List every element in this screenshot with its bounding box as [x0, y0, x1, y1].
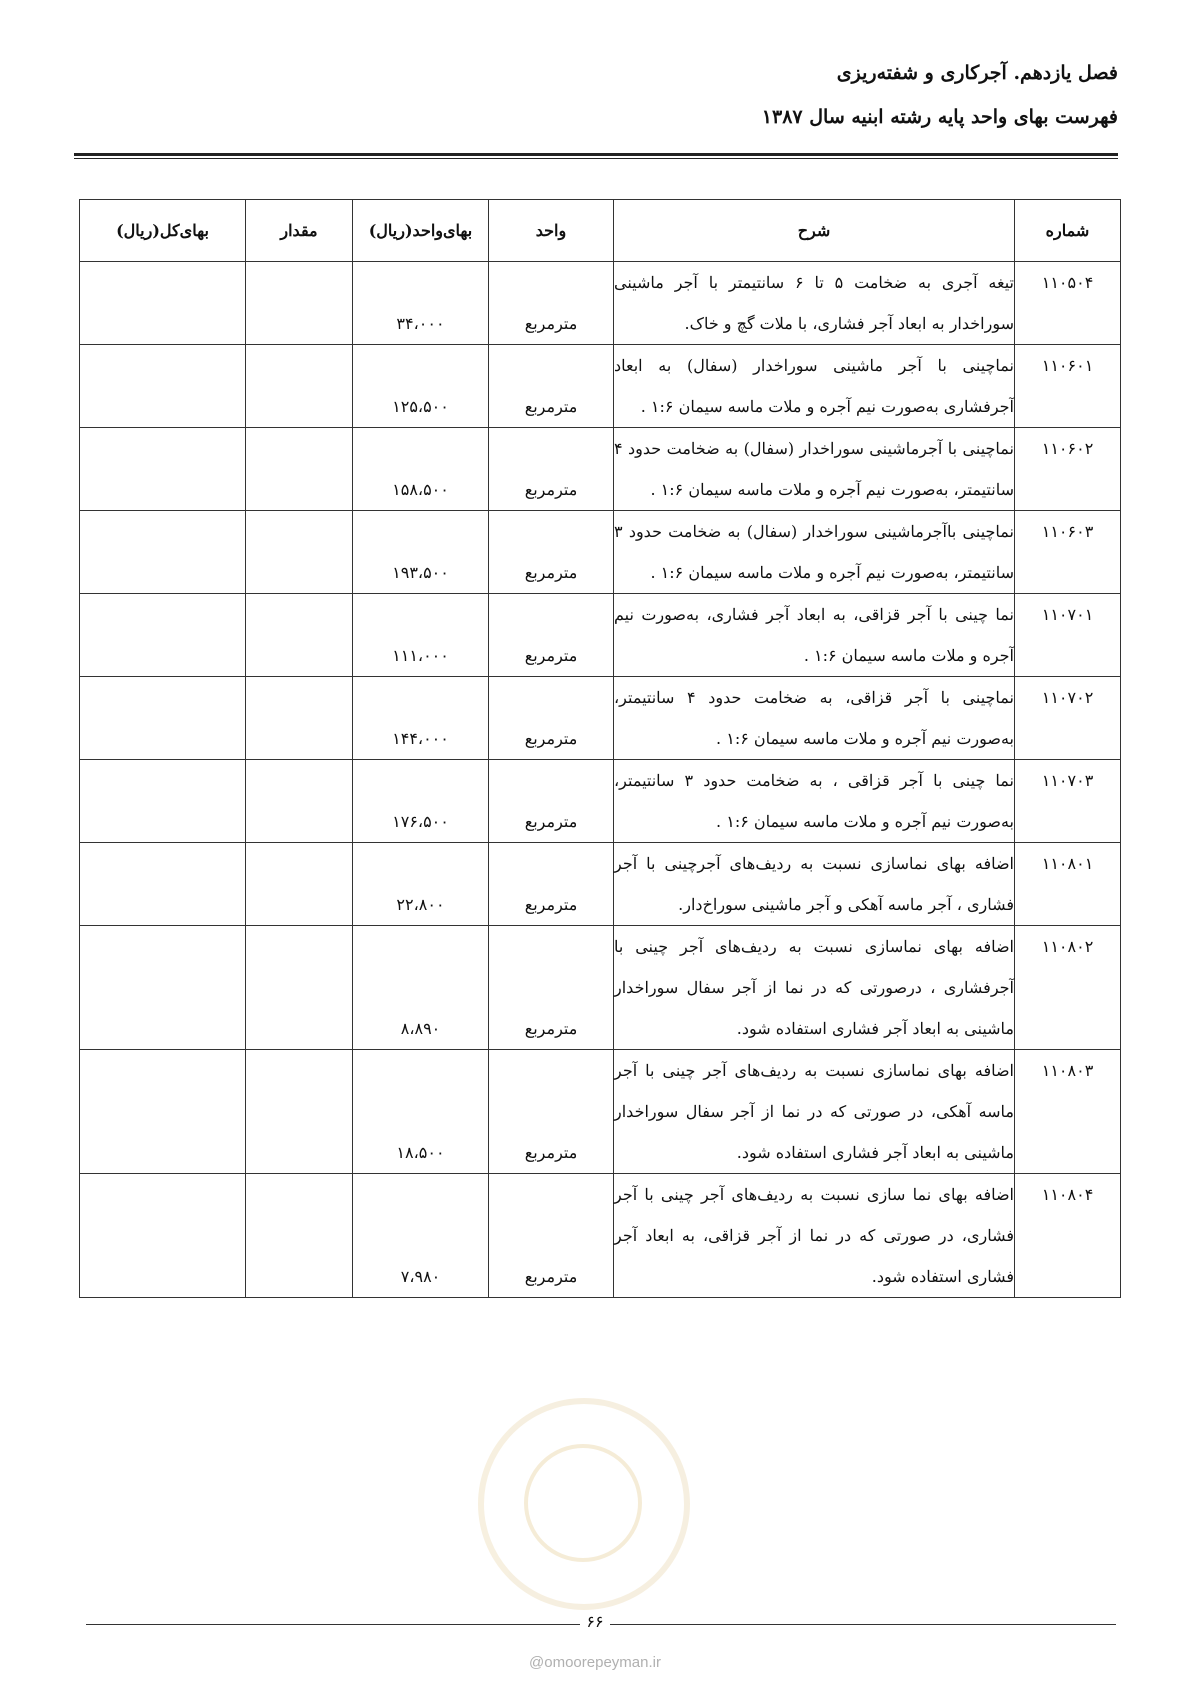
- item-description: اضافه بهای نماسازی نسبت به ردیف‌های آجر چینی با آجرفشاری ، درصورتی که در نما از آجر سفال سوراخدار ماشینی به ابعاد آجر فشاری استفاده شود.: [614, 926, 1015, 1050]
- item-unit: مترمربع: [489, 760, 614, 843]
- item-unit-price: ۱۵۸،۵۰۰: [353, 428, 489, 511]
- item-description: اضافه بهای نماسازی نسبت به ردیف‌های آجرچینی با آجر فشاری ، آجر ماسه آهکی و آجر ماشینی سوراخ‌دار.: [614, 843, 1015, 926]
- item-unit-price: ۸،۸۹۰: [353, 926, 489, 1050]
- table-row: [80, 1174, 1121, 1298]
- item-description: نما چینی با آجر قزاقی، به ابعاد آجر فشاری، به‌صورت نیم آجره و ملات ماسه سیمان ۱:۶ .: [614, 594, 1015, 677]
- col-header-unit: واحد: [489, 200, 614, 262]
- col-header-total-price: بهای‌کل(ریال): [80, 200, 246, 262]
- table-row: [80, 594, 1121, 677]
- item-number: ۱۱۰۶۰۳: [1015, 511, 1121, 594]
- item-unit: مترمربع: [489, 1174, 614, 1298]
- chapter-title: فصل یازدهم. آجرکاری و شفته‌ریزی: [836, 62, 1118, 84]
- table-row: [80, 262, 1121, 345]
- item-unit: مترمربع: [489, 926, 614, 1050]
- item-total-price: [80, 594, 246, 677]
- table-row: [80, 760, 1121, 843]
- item-number: ۱۱۰۸۰۲: [1015, 926, 1121, 1050]
- item-quantity: [246, 428, 353, 511]
- item-quantity: [246, 594, 353, 677]
- item-unit-price: ۳۴،۰۰۰: [353, 262, 489, 345]
- item-total-price: [80, 926, 246, 1050]
- item-unit: مترمربع: [489, 262, 614, 345]
- item-total-price: [80, 262, 246, 345]
- item-unit: مترمربع: [489, 1050, 614, 1174]
- item-quantity: [246, 1174, 353, 1298]
- item-description: نماچینی با آجر قزاقی، به ضخامت حدود ۴ سانتیمتر، به‌صورت نیم آجره و ملات ماسه سیمان ۱:۶ .: [614, 677, 1015, 760]
- page-header: [762, 62, 1118, 128]
- item-unit-price: ۱۷۶،۵۰۰: [353, 760, 489, 843]
- item-unit-price: ۱۸،۵۰۰: [353, 1050, 489, 1174]
- table-row: [80, 1050, 1121, 1174]
- table-row: [80, 926, 1121, 1050]
- col-header-description: شرح: [614, 200, 1015, 262]
- table-row: [80, 511, 1121, 594]
- col-header-number: شماره: [1015, 200, 1121, 262]
- item-unit: مترمربع: [489, 428, 614, 511]
- item-quantity: [246, 511, 353, 594]
- item-description: نماچینی باآجرماشینی سوراخدار (سفال) به ضخامت حدود ۳ سانتیمتر، به‌صورت نیم آجره و ملات ماسه سیمان ۱:۶ .: [614, 511, 1015, 594]
- item-description: نماچینی با آجر ماشینی سوراخدار (سفال) به ابعاد آجرفشاری به‌صورت نیم آجره و ملات ماسه سیمان ۱:۶ .: [614, 345, 1015, 428]
- item-unit-price: ۱۲۵،۵۰۰: [353, 345, 489, 428]
- watermark-gear-icon: [524, 1444, 642, 1562]
- item-number: ۱۱۰۶۰۲: [1015, 428, 1121, 511]
- item-unit-price: ۲۲،۸۰۰: [353, 843, 489, 926]
- item-total-price: [80, 511, 246, 594]
- item-number: ۱۱۰۷۰۳: [1015, 760, 1121, 843]
- header-rule: [74, 153, 1118, 159]
- watermark-seal-logo: [478, 1398, 690, 1610]
- item-description: اضافه بهای نما سازی نسبت به ردیف‌های آجر چینی با آجر فشاری، در صورتی که در نما از آجر قزاقی، به ابعاد آجر فشاری استفاده شود.: [614, 1174, 1015, 1298]
- item-unit: مترمربع: [489, 594, 614, 677]
- item-total-price: [80, 760, 246, 843]
- item-unit: مترمربع: [489, 511, 614, 594]
- item-description: نماچینی با آجرماشینی سوراخدار (سفال) به ضخامت حدود ۴ سانتیمتر، به‌صورت نیم آجره و ملات ماسه سیمان ۱:۶ .: [614, 428, 1015, 511]
- table-row: [80, 345, 1121, 428]
- price-table: [79, 199, 1121, 1298]
- item-number: ۱۱۰۷۰۲: [1015, 677, 1121, 760]
- item-total-price: [80, 1174, 246, 1298]
- item-total-price: [80, 428, 246, 511]
- price-list-title: فهرست بهای واحد پایه رشته ابنیه سال ۱۳۸۷: [761, 106, 1118, 128]
- table-row: [80, 677, 1121, 760]
- page-number: [0, 1612, 1190, 1631]
- item-unit-price: ۱۴۴،۰۰۰: [353, 677, 489, 760]
- item-quantity: [246, 843, 353, 926]
- item-total-price: [80, 843, 246, 926]
- item-quantity: [246, 760, 353, 843]
- item-quantity: [246, 262, 353, 345]
- item-unit: مترمربع: [489, 843, 614, 926]
- col-header-quantity: مقدار: [246, 200, 353, 262]
- table-row: [80, 428, 1121, 511]
- item-number: ۱۱۰۸۰۴: [1015, 1174, 1121, 1298]
- item-quantity: [246, 1050, 353, 1174]
- item-quantity: [246, 345, 353, 428]
- item-description: تیغه آجری به ضخامت ۵ تا ۶ سانتیمتر با آجر ماشینی سوراخدار به ابعاد آجر فشاری، با ملات گچ و خاک.: [614, 262, 1015, 345]
- item-unit-price: ۱۱۱،۰۰۰: [353, 594, 489, 677]
- item-number: ۱۱۰۸۰۳: [1015, 1050, 1121, 1174]
- item-number: ۱۱۰۵۰۴: [1015, 262, 1121, 345]
- col-header-unit-price: بهای‌واحد(ریال): [353, 200, 489, 262]
- item-description: نما چینی با آجر قزاقی ، به ضخامت حدود ۳ سانتیمتر، به‌صورت نیم آجره و ملات ماسه سیمان ۱:۶ .: [614, 760, 1015, 843]
- item-number: ۱۱۰۸۰۱: [1015, 843, 1121, 926]
- item-total-price: [80, 677, 246, 760]
- item-number: ۱۱۰۷۰۱: [1015, 594, 1121, 677]
- item-unit: مترمربع: [489, 345, 614, 428]
- item-description: اضافه بهای نماسازی نسبت به ردیف‌های آجر چینی با آجر ماسه آهکی، در صورتی که در نما از آجر سفال سوراخدار ماشینی به ابعاد آجر فشاری استفاده شود.: [614, 1050, 1015, 1174]
- page-number-text: ۶۶: [580, 1612, 609, 1631]
- item-total-price: [80, 1050, 246, 1174]
- item-unit-price: ۷،۹۸۰: [353, 1174, 489, 1298]
- item-total-price: [80, 345, 246, 428]
- item-unit: مترمربع: [489, 677, 614, 760]
- table-header-row: [80, 200, 1121, 262]
- item-quantity: [246, 677, 353, 760]
- website-watermark: @omoorepeyman.ir: [529, 1654, 661, 1671]
- item-number: ۱۱۰۶۰۱: [1015, 345, 1121, 428]
- item-unit-price: ۱۹۳،۵۰۰: [353, 511, 489, 594]
- item-quantity: [246, 926, 353, 1050]
- table-row: [80, 843, 1121, 926]
